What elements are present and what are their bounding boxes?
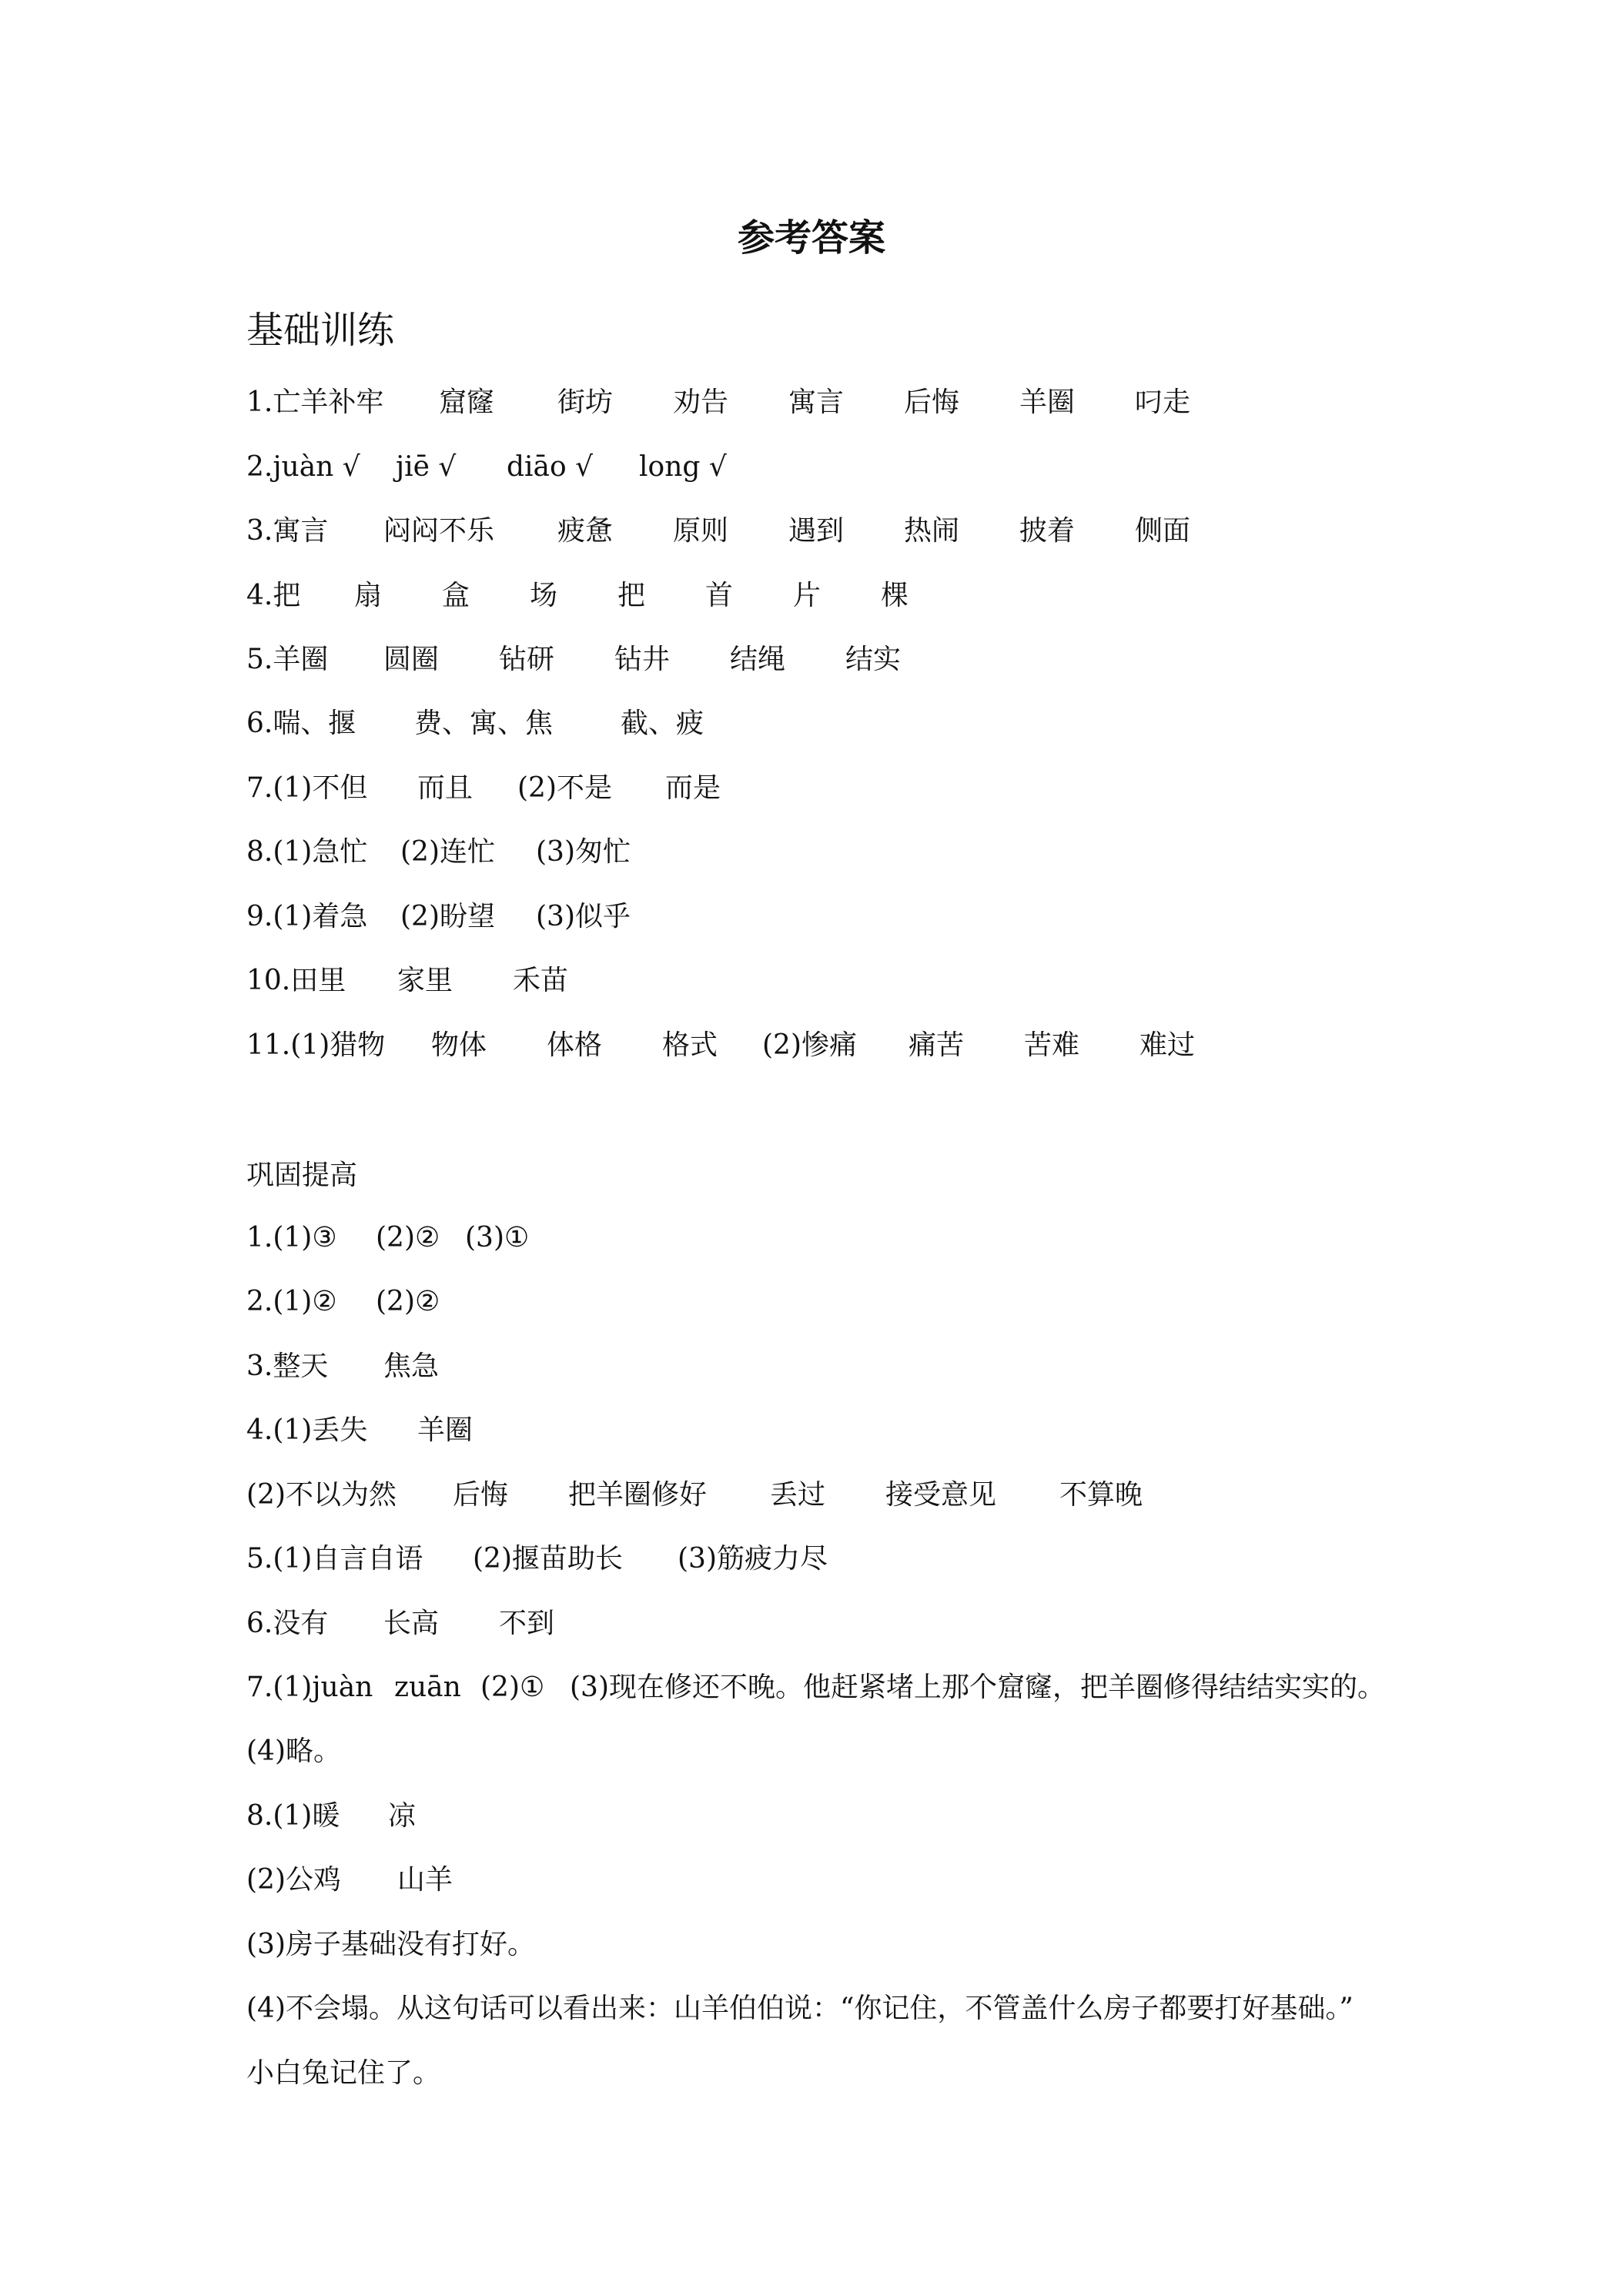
answer-item: 寓言 bbox=[788, 387, 845, 418]
answer-item: 8.(1)急忙 bbox=[246, 836, 368, 868]
answer-item: 侧面 bbox=[1135, 515, 1191, 547]
answer-item: 8.(1)暖 bbox=[246, 1800, 340, 1832]
answer-item: 扇 bbox=[354, 580, 383, 611]
answer-item: 圆圈 bbox=[383, 644, 440, 675]
answer-item: (2)① bbox=[480, 1672, 545, 1703]
answer-item: 场 bbox=[530, 580, 558, 611]
answer-item: 棵 bbox=[881, 580, 909, 611]
answer-item: (3)筋疲力尽 bbox=[678, 1543, 828, 1575]
answer-item: 6.没有 bbox=[246, 1608, 329, 1639]
answer-item: long √ bbox=[639, 451, 727, 483]
answer-item: 原则 bbox=[673, 515, 729, 547]
answer-item: 披着 bbox=[1019, 515, 1076, 547]
answer-item: 截、疲 bbox=[621, 708, 704, 739]
answer-item: 3.整天 bbox=[246, 1350, 329, 1382]
answer-item: 体格 bbox=[547, 1029, 603, 1061]
section-heading-basic: 基础训练 bbox=[246, 309, 395, 352]
answer-item: diāo √ bbox=[507, 451, 594, 483]
answer-item: 不到 bbox=[499, 1608, 555, 1639]
answer-item: 羊圈 bbox=[417, 1414, 474, 1446]
answer-item: zuān bbox=[394, 1672, 461, 1703]
answer-item: (2)不以为然 bbox=[246, 1479, 397, 1511]
answer-item: 把羊圈修好 bbox=[568, 1479, 708, 1511]
answer-item: 而是 bbox=[665, 772, 721, 804]
answer-item: 1.(1)③ bbox=[246, 1222, 337, 1253]
answer-item: 不算晚 bbox=[1059, 1479, 1143, 1511]
answer-item: 叼走 bbox=[1135, 387, 1191, 418]
answer-item: (2)揠苗助长 bbox=[473, 1543, 623, 1575]
answer-item: 苦难 bbox=[1024, 1029, 1080, 1061]
answer-item: 长高 bbox=[383, 1608, 440, 1639]
answer-item: 家里 bbox=[397, 965, 453, 996]
answer-item: 遇到 bbox=[788, 515, 845, 547]
answer-item: (2)惨痛 bbox=[762, 1029, 857, 1061]
answer-item: 焦急 bbox=[383, 1350, 440, 1382]
answer-item: (2)② bbox=[376, 1286, 440, 1317]
answer-item: (3)似乎 bbox=[536, 901, 631, 932]
answer-item: (3)现在修还不晚。他赶紧堵上那个窟窿，把羊圈修得结结实实的。 bbox=[570, 1672, 1385, 1703]
answer-item: 热闹 bbox=[904, 515, 960, 547]
answer-item: 结绳 bbox=[730, 644, 786, 675]
answer-item: 2.(1)② bbox=[246, 1286, 337, 1317]
answer-item: 窟窿 bbox=[439, 387, 495, 418]
answer-item: 疲惫 bbox=[557, 515, 614, 547]
answer-item: 11.(1)猎物 bbox=[246, 1029, 386, 1061]
answer-item: 钻研 bbox=[499, 644, 555, 675]
answer-item: 禾苗 bbox=[513, 965, 569, 996]
answer-item: 痛苦 bbox=[909, 1029, 965, 1061]
answer-item: (2)公鸡 bbox=[246, 1864, 341, 1896]
answer-item: 山羊 bbox=[397, 1864, 453, 1896]
answer-item: 9.(1)着急 bbox=[246, 901, 368, 932]
answer-item: 1.亡羊补牢 bbox=[246, 387, 384, 418]
answer-item: 结实 bbox=[845, 644, 902, 675]
answer-item: 后悔 bbox=[453, 1479, 509, 1511]
answer-item: (4)略。 bbox=[246, 1735, 341, 1767]
answer-item: 而且 bbox=[417, 772, 474, 804]
answer-item: (4)不会塌。从这句话可以看出来：山羊伯伯说：“你记住，不管盖什么房子都要打好基础。” bbox=[246, 1993, 1354, 2024]
answer-item: 劝告 bbox=[673, 387, 729, 418]
answer-item: 难过 bbox=[1139, 1029, 1196, 1061]
answer-item: 物体 bbox=[431, 1029, 487, 1061]
page-title: 参考答案 bbox=[737, 216, 885, 259]
answer-item: (3)房子基础没有打好。 bbox=[246, 1929, 535, 1960]
answer-item: (2)不是 bbox=[517, 772, 612, 804]
answer-item: 小白兔记住了。 bbox=[246, 2057, 441, 2089]
answer-item: 钻井 bbox=[614, 644, 671, 675]
answer-item: 盒 bbox=[442, 580, 470, 611]
answer-item: 后悔 bbox=[904, 387, 960, 418]
answer-item: 5.羊圈 bbox=[246, 644, 329, 675]
answer-item: 街坊 bbox=[557, 387, 614, 418]
answer-item: 7.(1)juàn bbox=[246, 1672, 373, 1703]
answer-item: 片 bbox=[793, 580, 822, 611]
answer-item: (2)盼望 bbox=[400, 901, 495, 932]
answer-item: (3)① bbox=[465, 1222, 530, 1253]
answer-item: 羊圈 bbox=[1019, 387, 1076, 418]
answer-item: 闷闷不乐 bbox=[383, 515, 495, 547]
answer-item: 凉 bbox=[388, 1800, 417, 1832]
answer-item: 4.把 bbox=[246, 580, 301, 611]
answer-item: 10.田里 bbox=[246, 965, 346, 996]
answer-item: 2.juàn √ bbox=[246, 451, 360, 483]
answer-item: 格式 bbox=[662, 1029, 718, 1061]
answer-item: jiē √ bbox=[396, 451, 457, 483]
answer-item: 7.(1)不但 bbox=[246, 772, 368, 804]
answer-item: (3)匆忙 bbox=[536, 836, 631, 868]
answer-item: 把 bbox=[617, 580, 646, 611]
answer-item: 6.喘、揠 bbox=[246, 708, 356, 739]
answer-item: (2)② bbox=[376, 1222, 440, 1253]
answer-item: 4.(1)丢失 bbox=[246, 1414, 368, 1446]
answer-item: 5.(1)自言自语 bbox=[246, 1543, 423, 1575]
answer-item: 费、寓、焦 bbox=[414, 708, 554, 739]
section-heading-consolidate: 巩固提高 bbox=[246, 1160, 358, 1191]
answer-item: 丢过 bbox=[770, 1479, 826, 1511]
answer-item: 首 bbox=[705, 580, 734, 611]
answer-item: 接受意见 bbox=[885, 1479, 997, 1511]
answer-item: 3.寓言 bbox=[246, 515, 329, 547]
answer-item: (2)连忙 bbox=[400, 836, 495, 868]
